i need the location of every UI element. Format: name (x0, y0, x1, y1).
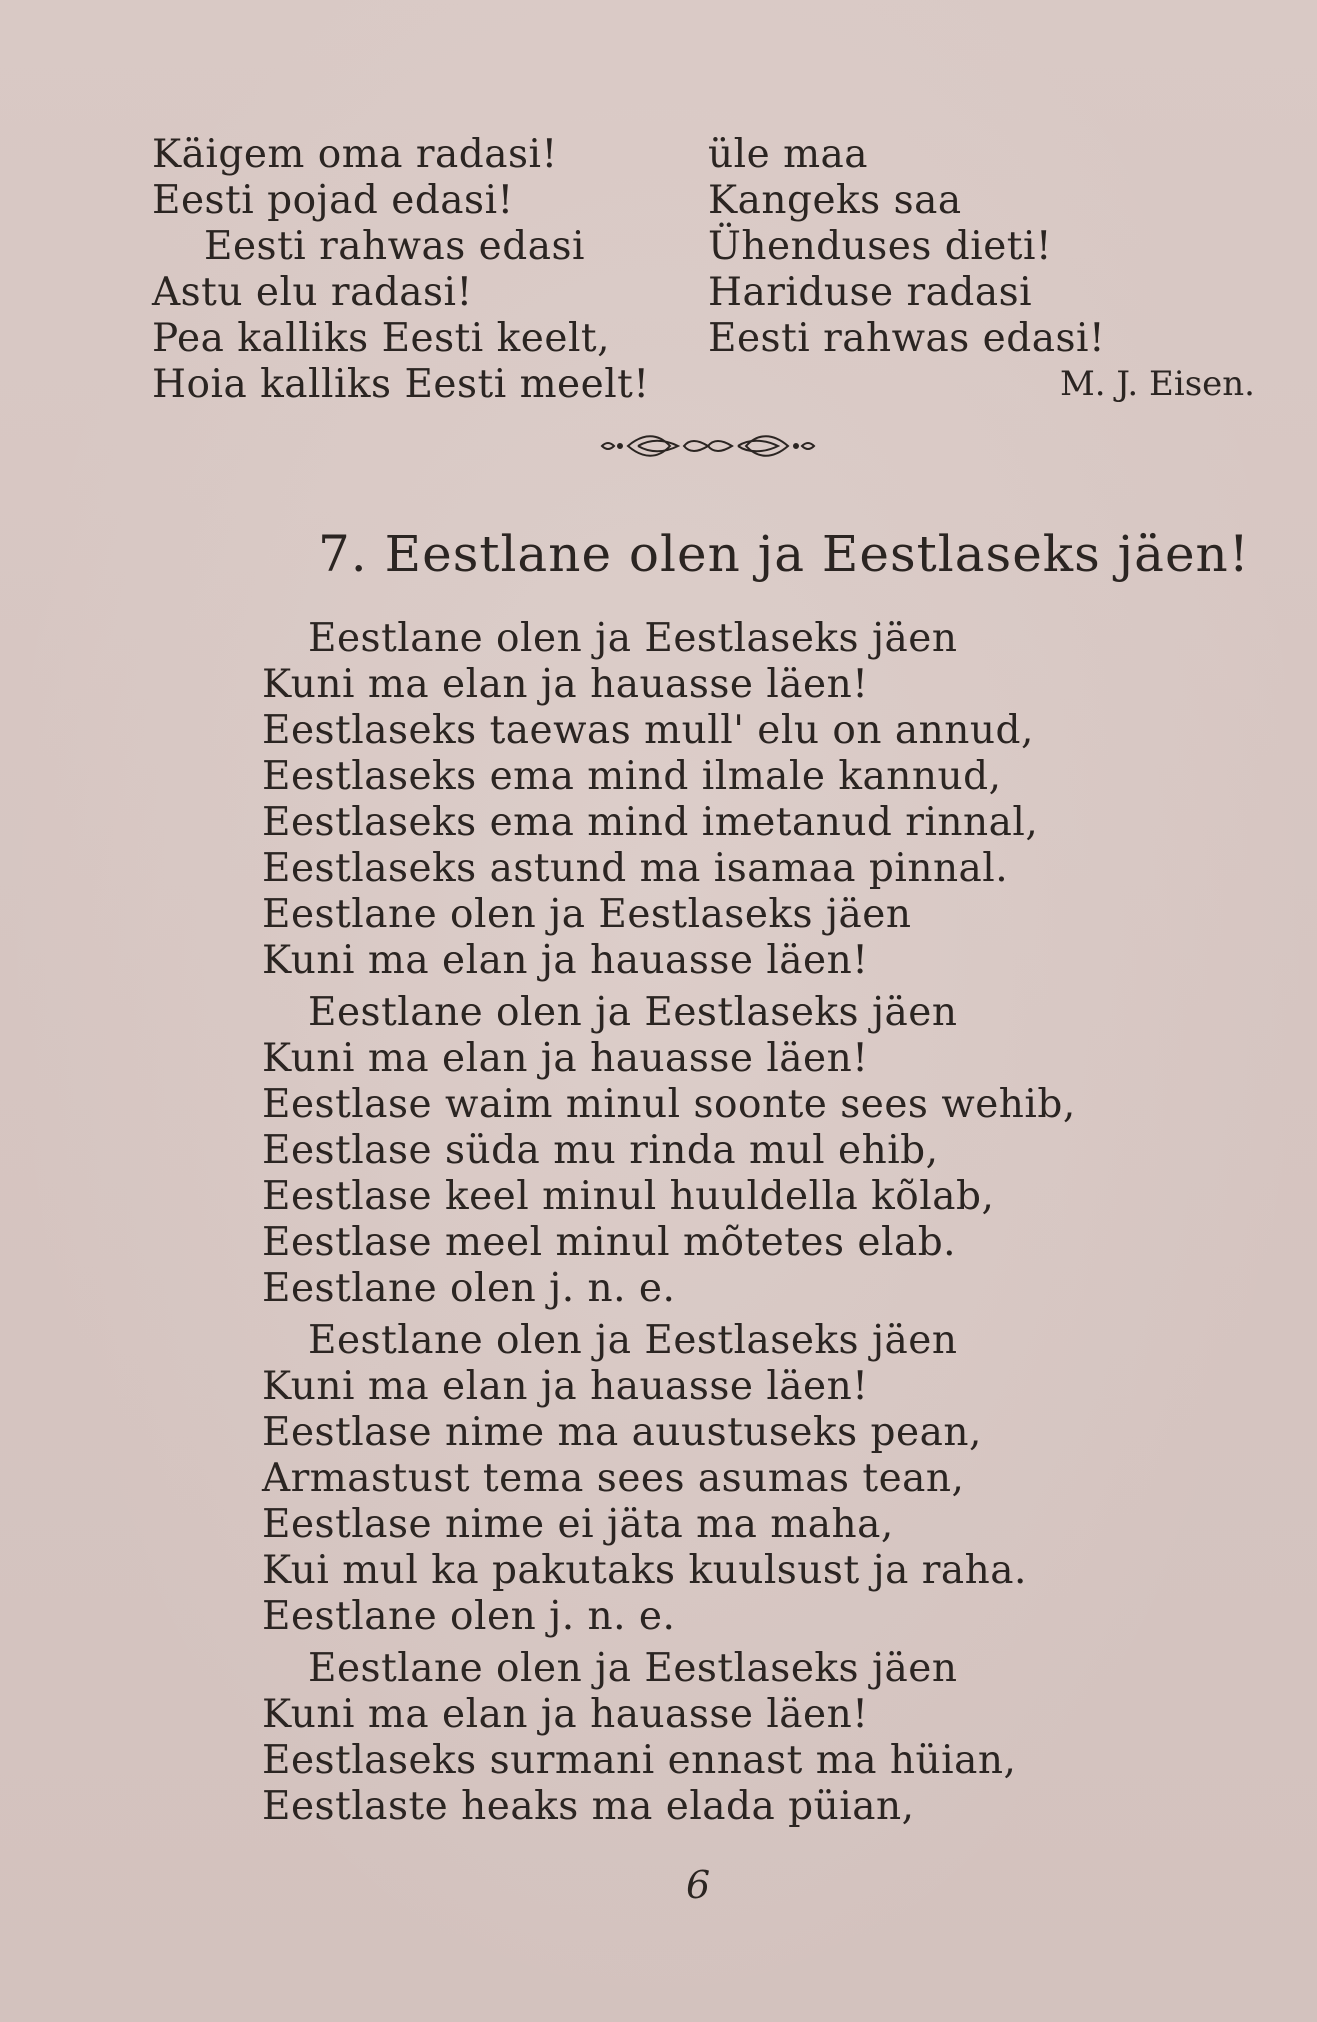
poem-line: Eestlaseks ema mind ilmale kannud, (262, 754, 1002, 799)
poem-line: Armastust tema sees asumas tean, (262, 1456, 965, 1501)
poem-line: Eesti rahwas edasi (204, 224, 585, 269)
poem-line: Eestlane olen j. n. e. (262, 1594, 676, 1639)
poem-line: üle maa (708, 132, 869, 177)
poem-line: Eestlase süda mu rinda mul ehib, (262, 1128, 939, 1173)
poem-line: Pea kalliks Eesti keelt, (152, 316, 611, 361)
poem-line: Eestlase waim minul soonte sees wehib, (262, 1082, 1076, 1127)
poem-line: Kuni ma elan ja hauasse läen! (262, 938, 869, 983)
poem-title: 7. Eestlane olen ja Eestlaseks jäen! (318, 525, 1250, 583)
poem-line: Eestlase nime ei jäta ma maha, (262, 1502, 894, 1547)
poem-line: Käigem oma radasi! (152, 132, 558, 177)
poem-line: Kuni ma elan ja hauasse läen! (262, 1364, 869, 1409)
poem-line: Eestlase meel minul mõtetes elab. (262, 1220, 957, 1265)
decorative-divider-ornament (598, 433, 818, 459)
poem-line: Kuni ma elan ja hauasse läen! (262, 662, 869, 707)
poem-line: Eestlase nime ma auustuseks pean, (262, 1410, 982, 1455)
poem-line: Eestlane olen ja Eestlaseks jäen (262, 892, 912, 937)
poem-line: Eestlane olen j. n. e. (262, 1266, 676, 1311)
poem-line: Eestlaseks surmani ennast ma hüian, (262, 1738, 1017, 1783)
poem-line: Eestlaseks taewas mull' elu on annud, (262, 708, 1034, 753)
poem-line: Kuni ma elan ja hauasse läen! (262, 1036, 869, 1081)
poem-line: Astu elu radasi! (152, 270, 473, 315)
poem-line: Eestlaste heaks ma elada püian, (262, 1784, 915, 1829)
poem-line: Eestlane olen ja Eestlaseks jäen (308, 1646, 958, 1691)
poem-line: Hoia kalliks Eesti meelt! (152, 362, 650, 407)
poem-line: Hariduse radasi (708, 270, 1033, 315)
poem-line: Ühendusеs dieti! (708, 224, 1053, 269)
poem-line: Eestlaseks ema mind imetanud rinnal, (262, 800, 1039, 845)
poem-line: Eestlaseks astund ma isamaa pinnal. (262, 846, 1009, 891)
page-number: 6 (686, 1863, 711, 1907)
poem-line: Kangeks saa (708, 178, 962, 223)
poem-line: Eesti pojad edasi! (152, 178, 514, 223)
poem-line: Eestlane olen ja Eestlaseks jäen (308, 616, 958, 661)
poem-line: Eestlane olen ja Eestlaseks jäen (308, 1318, 958, 1363)
poem-line: Eesti rahwas edasi! (708, 316, 1106, 361)
poem-line: Kui mul ka pakutaks kuulsust ja raha. (262, 1548, 1027, 1593)
poem-line: Kuni ma elan ja hauasse läen! (262, 1692, 869, 1737)
poem-line: Eestlase keel minul huuldella kõlab, (262, 1174, 995, 1219)
author-signature: M. J. Eisen. (1059, 364, 1255, 404)
poem-line: Eestlane olen ja Eestlaseks jäen (308, 990, 958, 1035)
